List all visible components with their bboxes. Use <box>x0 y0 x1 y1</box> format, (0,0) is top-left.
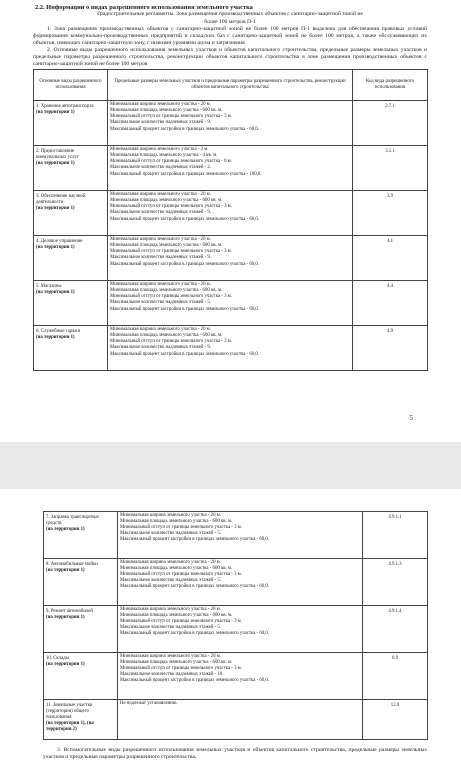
use-kind-cell <box>34 281 108 326</box>
table-row <box>34 281 428 326</box>
param-line: Минимальный отступ от границы земельного участка - 3 м. <box>120 572 242 578</box>
params-cell <box>108 191 353 236</box>
param-line: Минимальная ширина земельного участка - 20 м. <box>110 327 211 333</box>
table-header-row <box>34 70 428 101</box>
document-page-2 <box>0 489 461 767</box>
territory-label: (на территории 1) <box>46 568 85 574</box>
use-code-cell: 4.9.1.4 <box>363 606 428 653</box>
param-line: Минимальная площадь земельного участка - 600 кв. м. <box>110 198 223 204</box>
territory-label: (на территории 1) <box>36 245 75 251</box>
territory-label: (на территории 1) <box>46 662 85 668</box>
param-line: Максимальное количество надземных этажей - 9. <box>110 210 212 216</box>
param-line: Максимальный процент застройки в границах земельного участка - 60,0. <box>110 351 260 357</box>
regulations-table-2 <box>43 511 428 740</box>
header-code: Код вида разрешенного использования <box>353 70 428 101</box>
territory-label: (на территории 1) <box>36 161 75 167</box>
paragraph-3: 3. Вспомогательные виды разрешенного использования земельных участков и объектов капитального строительства, предельные размеры земельных участков и предельные параметры разрешенного строительства, <box>43 747 427 761</box>
use-code-cell: 4.9 <box>353 326 428 371</box>
use-code-cell: 3.9 <box>353 191 428 236</box>
intro-line-2: более 100 метров П-1 <box>204 18 256 25</box>
param-line: Минимальная ширина земельного участка - 20 м. <box>120 654 221 659</box>
use-kind-cell <box>34 146 108 191</box>
use-kind-cell <box>44 559 118 606</box>
param-line: Максимальный процент застройки в границах земельного участка - 60,0. <box>120 631 270 637</box>
params-cell <box>118 606 363 653</box>
territory-label: (на территории 1) <box>36 110 75 116</box>
header-kind: Основные виды разрешенного использования <box>34 70 108 101</box>
params-cell <box>108 326 353 371</box>
table-row <box>34 146 428 191</box>
params-cell <box>108 101 353 146</box>
param-line: Минимальная площадь земельного участка - 600 кв. м. <box>110 108 223 114</box>
param-line: Минимальный отступ от границы земельного участка - 3 м. <box>120 619 242 625</box>
use-kind-label: 1. Хранение автотранспорта <box>36 104 94 110</box>
use-kind-label: 7. Заправка транспортных средств <box>46 515 100 527</box>
param-line: Минимальный отступ от границы земельного участка - 3 м. <box>110 249 232 255</box>
territory-label: (на территории 1) <box>36 206 75 212</box>
param-line: Минимальный отступ от границы земельного участка - 3 м. <box>110 294 232 300</box>
param-line: Минимальная площадь земельного участка - 600 кв. м. <box>120 613 233 619</box>
table-row <box>44 606 428 653</box>
use-code-cell: 3.1.1 <box>353 146 428 191</box>
table-row <box>34 191 428 236</box>
table-row <box>34 101 428 146</box>
param-line: Минимальная ширина земельного участка - 20 м. <box>120 560 221 565</box>
use-kind-label: 2. Предоставление коммунальных услуг <box>36 149 79 161</box>
use-kind-cell <box>44 512 118 559</box>
param-line: Минимальный отступ от границы земельного участка - 3 м. <box>110 339 232 345</box>
use-kind-label: 9. Ремонт автомобилей <box>46 609 93 614</box>
territory-label: (на территории 1) <box>36 290 75 296</box>
param-line: Максимальный процент застройки в границах земельного участка - 60,0. <box>110 216 260 222</box>
param-line: Максимальный процент застройки в границах земельного участка - 100,0. <box>110 171 262 177</box>
param-line: Минимальная ширина земельного участка - 20 м. <box>110 192 211 198</box>
params-cell <box>108 146 353 191</box>
param-line: Максимальное количество надземных этажей - 10. <box>120 672 224 678</box>
use-kind-cell <box>34 326 108 371</box>
use-code-cell: 4.9.1.3 <box>363 559 428 606</box>
param-line: Минимальная площадь земельного участка - 600 кв. м. <box>110 333 223 339</box>
territory-label: (на территории 1), (на территории 2) <box>46 721 94 733</box>
table-row <box>44 512 428 559</box>
param-line: Минимальный отступ от границы земельного участка - 3 м. <box>120 666 242 672</box>
table-row <box>44 653 428 700</box>
param-line: Минимальная площадь земельного участка - 600 кв. м. <box>110 243 223 249</box>
territory-label: (на территории 1) <box>36 335 75 341</box>
param-line: Минимальная ширина земельного участка - 20 м. <box>120 513 221 518</box>
param-line: Максимальное количество надземных этажей - 5. <box>120 531 222 537</box>
params-cell <box>108 281 353 326</box>
use-code-cell: 6.9 <box>363 653 428 700</box>
param-line: Максимальный процент застройки в границах земельного участка - 60,0. <box>120 584 270 590</box>
param-line: Минимальная ширина земельного участка - 20 м. <box>110 237 211 243</box>
use-kind-cell <box>44 653 118 700</box>
regulations-table-1 <box>33 69 428 371</box>
param-line: Максимальное количество надземных этажей - 5. <box>120 625 222 631</box>
param-line: Минимальная ширина земельного участка - 20 м. <box>120 607 221 612</box>
param-line: Максимальный процент застройки в границах земельного участка - 60,0. <box>120 678 270 684</box>
header-params: Предельные размеры земельных участков и предельные параметры разрешенного строительства, реконструкции объектов капитального строительства <box>108 70 353 101</box>
use-kind-label: 4. Деловое управление <box>36 239 83 245</box>
param-line: Максимальное количество надземных этажей - 2. <box>110 165 212 171</box>
use-kind-label: 6. Служебные гаражи <box>36 329 81 335</box>
use-kind-label: 3. Обеспечение научной деятельности <box>36 194 86 206</box>
paragraph-1: 1. Зона размещения производственных объектов с санитарно-защитной зоной не более 100 метров П-1 выделена для обеспечения правовых условий формирования коммунально-производственных предприятий и складских баз с санитарно-защитной зоной не более 100 метров, а также обслуживающих их объектов, имеющих санитарно-защитную зону, с низкими уровнями шума и загрязнения. <box>33 25 427 46</box>
params-cell <box>118 559 363 606</box>
use-kind-cell <box>34 236 108 281</box>
table-row <box>34 236 428 281</box>
param-line: Минимальная площадь земельного участка - 4 кв. м. <box>110 153 218 159</box>
params-cell <box>118 512 363 559</box>
use-code-cell: 2.7.1 <box>353 101 428 146</box>
param-line: Максимальный процент застройки в границах земельного участка - 60,0. <box>110 261 260 267</box>
params-cell <box>118 700 363 740</box>
use-code-cell: 12.0 <box>363 700 428 740</box>
param-line: Максимальный процент застройки в границах земельного участка - 60,0. <box>120 537 270 543</box>
use-kind-cell <box>34 101 108 146</box>
paragraph-2: 2. Основные виды разрешенного использования земельных участков и объектов капитального строительства, предельные размеры земельных участков и предельные параметры разрешенного строительства, реконструкции объектов капитального строительства в зоне размещения производственных объектов с санитарно-защитной зоной не более 100 метров <box>33 46 427 68</box>
params-cell <box>118 653 363 700</box>
param-line: Максимальное количество надземных этажей - 5. <box>120 578 222 584</box>
param-line: Минимальный отступ от границы земельного участка - 3 м. <box>110 204 232 210</box>
use-kind-label: 11. Земельные участки (территории) общего пользования <box>46 703 93 721</box>
table-row <box>44 559 428 606</box>
use-kind-cell <box>44 606 118 653</box>
param-line: Минимальная площадь земельного участка - 600 кв. м. <box>120 660 233 666</box>
param-line: Максимальное количество надземных этажей - 9. <box>110 345 212 351</box>
territory-label: (на территории 1) <box>46 527 85 533</box>
param-line: Максимальное количество надземных этажей - 5. <box>110 300 212 306</box>
param-line: Максимальное количество надземных этажей - 9. <box>110 120 212 126</box>
page-number: 5 <box>409 414 413 422</box>
use-kind-label: 8. Автомобильные мойки <box>46 562 98 567</box>
param-line: Максимальный процент застройки в границах земельного участка - 60,0. <box>110 306 260 312</box>
use-kind-label: 5. Магазины <box>36 284 62 290</box>
table-row <box>34 326 428 371</box>
param-line: Минимальная ширина земельного участка - 20 м. <box>110 102 211 108</box>
param-line: Максимальный процент застройки в границах земельного участка - 60,0. <box>110 126 260 132</box>
territory-label: (на территории 1) <box>46 615 85 621</box>
param-line: Максимальное количество надземных этажей - 9. <box>110 255 212 261</box>
param-line: Минимальная площадь земельного участка - 600 кв. м. <box>120 566 233 572</box>
param-line: Минимальный отступ от границы земельного участка - 0 м. <box>110 159 232 165</box>
use-code-cell: 4.9.1.1 <box>363 512 428 559</box>
use-kind-cell <box>34 191 108 236</box>
use-kind-label: 10. Склады <box>46 656 69 661</box>
params-cell <box>108 236 353 281</box>
param-line: Минимальная площадь земельного участка - 600 кв. м. <box>120 519 233 525</box>
param-line: Минимальный отступ от границы земельного участка - 3 м. <box>120 525 242 531</box>
table-row <box>44 700 428 740</box>
use-code-cell: 4.1 <box>353 236 428 281</box>
param-line: Не подлежат установлению. <box>120 701 178 706</box>
use-code-cell: 4.4 <box>353 281 428 326</box>
use-kind-cell <box>44 700 118 740</box>
param-line: Минимальная площадь земельного участка - 600 кв. м. <box>110 288 223 294</box>
param-line: Минимальная ширина земельного участка - 2 м. <box>110 147 209 153</box>
section-title: 2.2. Информации о видах разрешенного использования земельного участка <box>35 4 253 11</box>
param-line: Минимальный отступ от границы земельного участка - 3 м. <box>110 114 232 120</box>
param-line: Минимальная ширина земельного участка - 20 м. <box>110 282 211 288</box>
intro-line-1: Градостроительные регламенты. Зона размещения производственных объектов с санитарно-защитной зоной не <box>97 11 363 18</box>
